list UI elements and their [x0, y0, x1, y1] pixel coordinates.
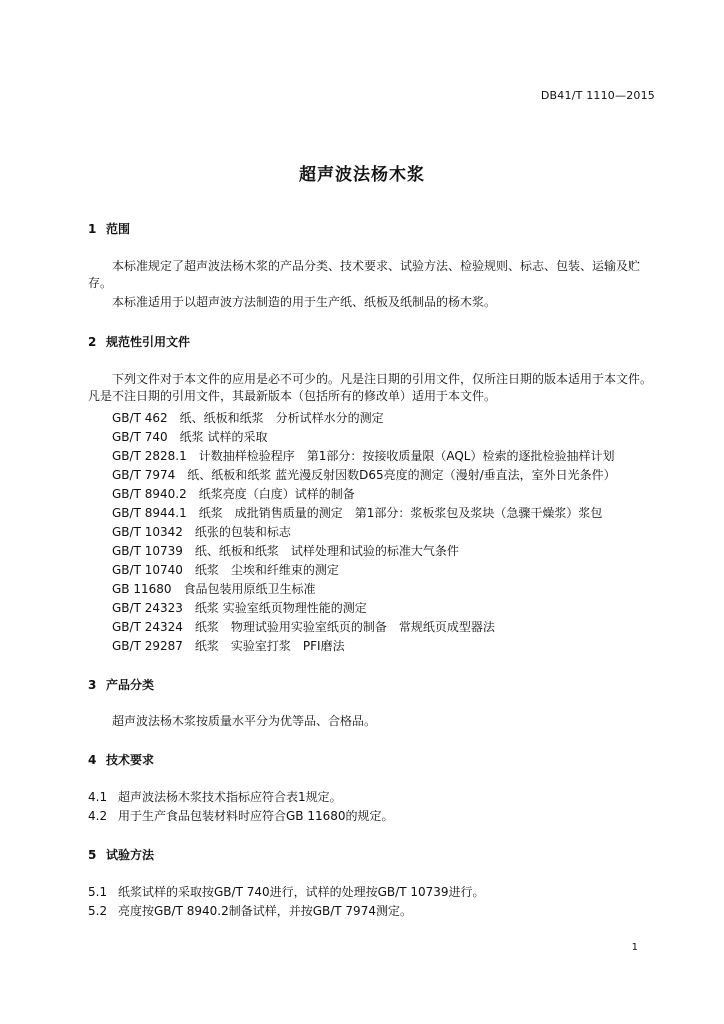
clause-number: 4.2 — [88, 809, 108, 823]
reference-item: GB/T 8944.1 纸浆 成批销售质量的测定 第1部分：浆板浆包及浆块（急骤干燥浆）浆包 — [112, 506, 603, 520]
section-title: 技术要求 — [106, 753, 155, 767]
section-title: 范围 — [106, 222, 131, 236]
clause-number: 5.1 — [88, 885, 108, 899]
section-title: 试验方法 — [106, 848, 155, 862]
section-number: 2 — [88, 335, 97, 349]
clause-5-1 — [88, 883, 485, 900]
clause-4-2 — [88, 807, 394, 824]
section-title: 产品分类 — [106, 678, 155, 692]
reference-item: GB/T 740 纸浆 试样的采取 — [112, 430, 268, 444]
reference-item: GB/T 10739 纸、纸板和纸浆 试样处理和试验的标准大气条件 — [112, 544, 459, 558]
reference-item: GB/T 2828.1 计数抽样检验程序 第1部分：按接收质量限（AQL）检索的逐批检验抽样计划 — [112, 449, 615, 463]
standard-code: DB41/T 1110—2015 — [540, 89, 655, 102]
section-number: 1 — [88, 222, 97, 236]
reference-item: GB/T 24323 纸浆 实验室纸页物理性能的测定 — [112, 601, 367, 615]
section-2-heading — [88, 333, 190, 350]
section-1-heading — [88, 220, 130, 237]
reference-item: GB/T 462 纸、纸板和纸浆 分析试样水分的测定 — [112, 411, 384, 425]
clause-text: 超声波法杨木浆技术指标应符合表1规定。 — [118, 790, 342, 804]
paragraph: 下列文件对于本文件的应用是必不可少的。凡是注日期的引用文件，仅所注日期的版本适用于本文件。凡是不注日期的引用文件，其最新版本（包括所有的修改单）适用于本文件。 — [88, 372, 653, 403]
reference-item: GB/T 24324 纸浆 物理试验用实验室纸页的制备 常规纸页成型器法 — [112, 620, 495, 634]
reference-item: GB/T 10342 纸张的包装和标志 — [112, 525, 291, 539]
clause-number: 5.2 — [88, 904, 108, 918]
section-4-heading — [88, 751, 154, 768]
document-title: 超声波法杨木浆 — [299, 165, 425, 185]
reference-item: GB/T 10740 纸浆 尘埃和纤维束的测定 — [112, 563, 339, 577]
reference-item: GB/T 8940.2 纸浆亮度（白度）试样的制备 — [112, 487, 355, 501]
section-5-heading — [88, 846, 154, 863]
clause-text: 用于生产食品包装材料时应符合GB 11680的规定。 — [118, 809, 394, 823]
section-number: 3 — [88, 678, 97, 692]
reference-item: GB/T 29287 纸浆 实验室打浆 PFI磨法 — [112, 639, 345, 653]
clause-4-1 — [88, 788, 342, 805]
section-number: 5 — [88, 848, 97, 862]
page-number: 1 — [631, 942, 638, 953]
clause-number: 4.1 — [88, 790, 108, 804]
clause-text: 亮度按GB/T 8940.2制备试样，并按GB/T 7974测定。 — [118, 904, 412, 918]
section-number: 4 — [88, 753, 97, 767]
paragraph: 本标准适用于以超声波方法制造的用于生产纸、纸板及纸制品的杨木浆。 — [112, 295, 497, 309]
paragraph: 超声波法杨木浆按质量水平分为优等品、合格品。 — [112, 714, 377, 728]
section-title: 规范性引用文件 — [106, 335, 191, 349]
clause-text: 纸浆试样的采取按GB/T 740进行，试样的处理按GB/T 10739进行。 — [118, 885, 485, 899]
clause-5-2 — [88, 902, 412, 919]
reference-item: GB 11680 食品包装用原纸卫生标准 — [112, 582, 316, 596]
paragraph: 本标准规定了超声波法杨木浆的产品分类、技术要求、试验方法、检验规则、标志、包装、运输及贮存。 — [88, 259, 641, 290]
section-3-heading — [88, 676, 154, 693]
reference-item: GB/T 7974 纸、纸板和纸浆 蓝光漫反射因数D65亮度的测定（漫射/垂直法，室外日光条件） — [112, 468, 616, 482]
